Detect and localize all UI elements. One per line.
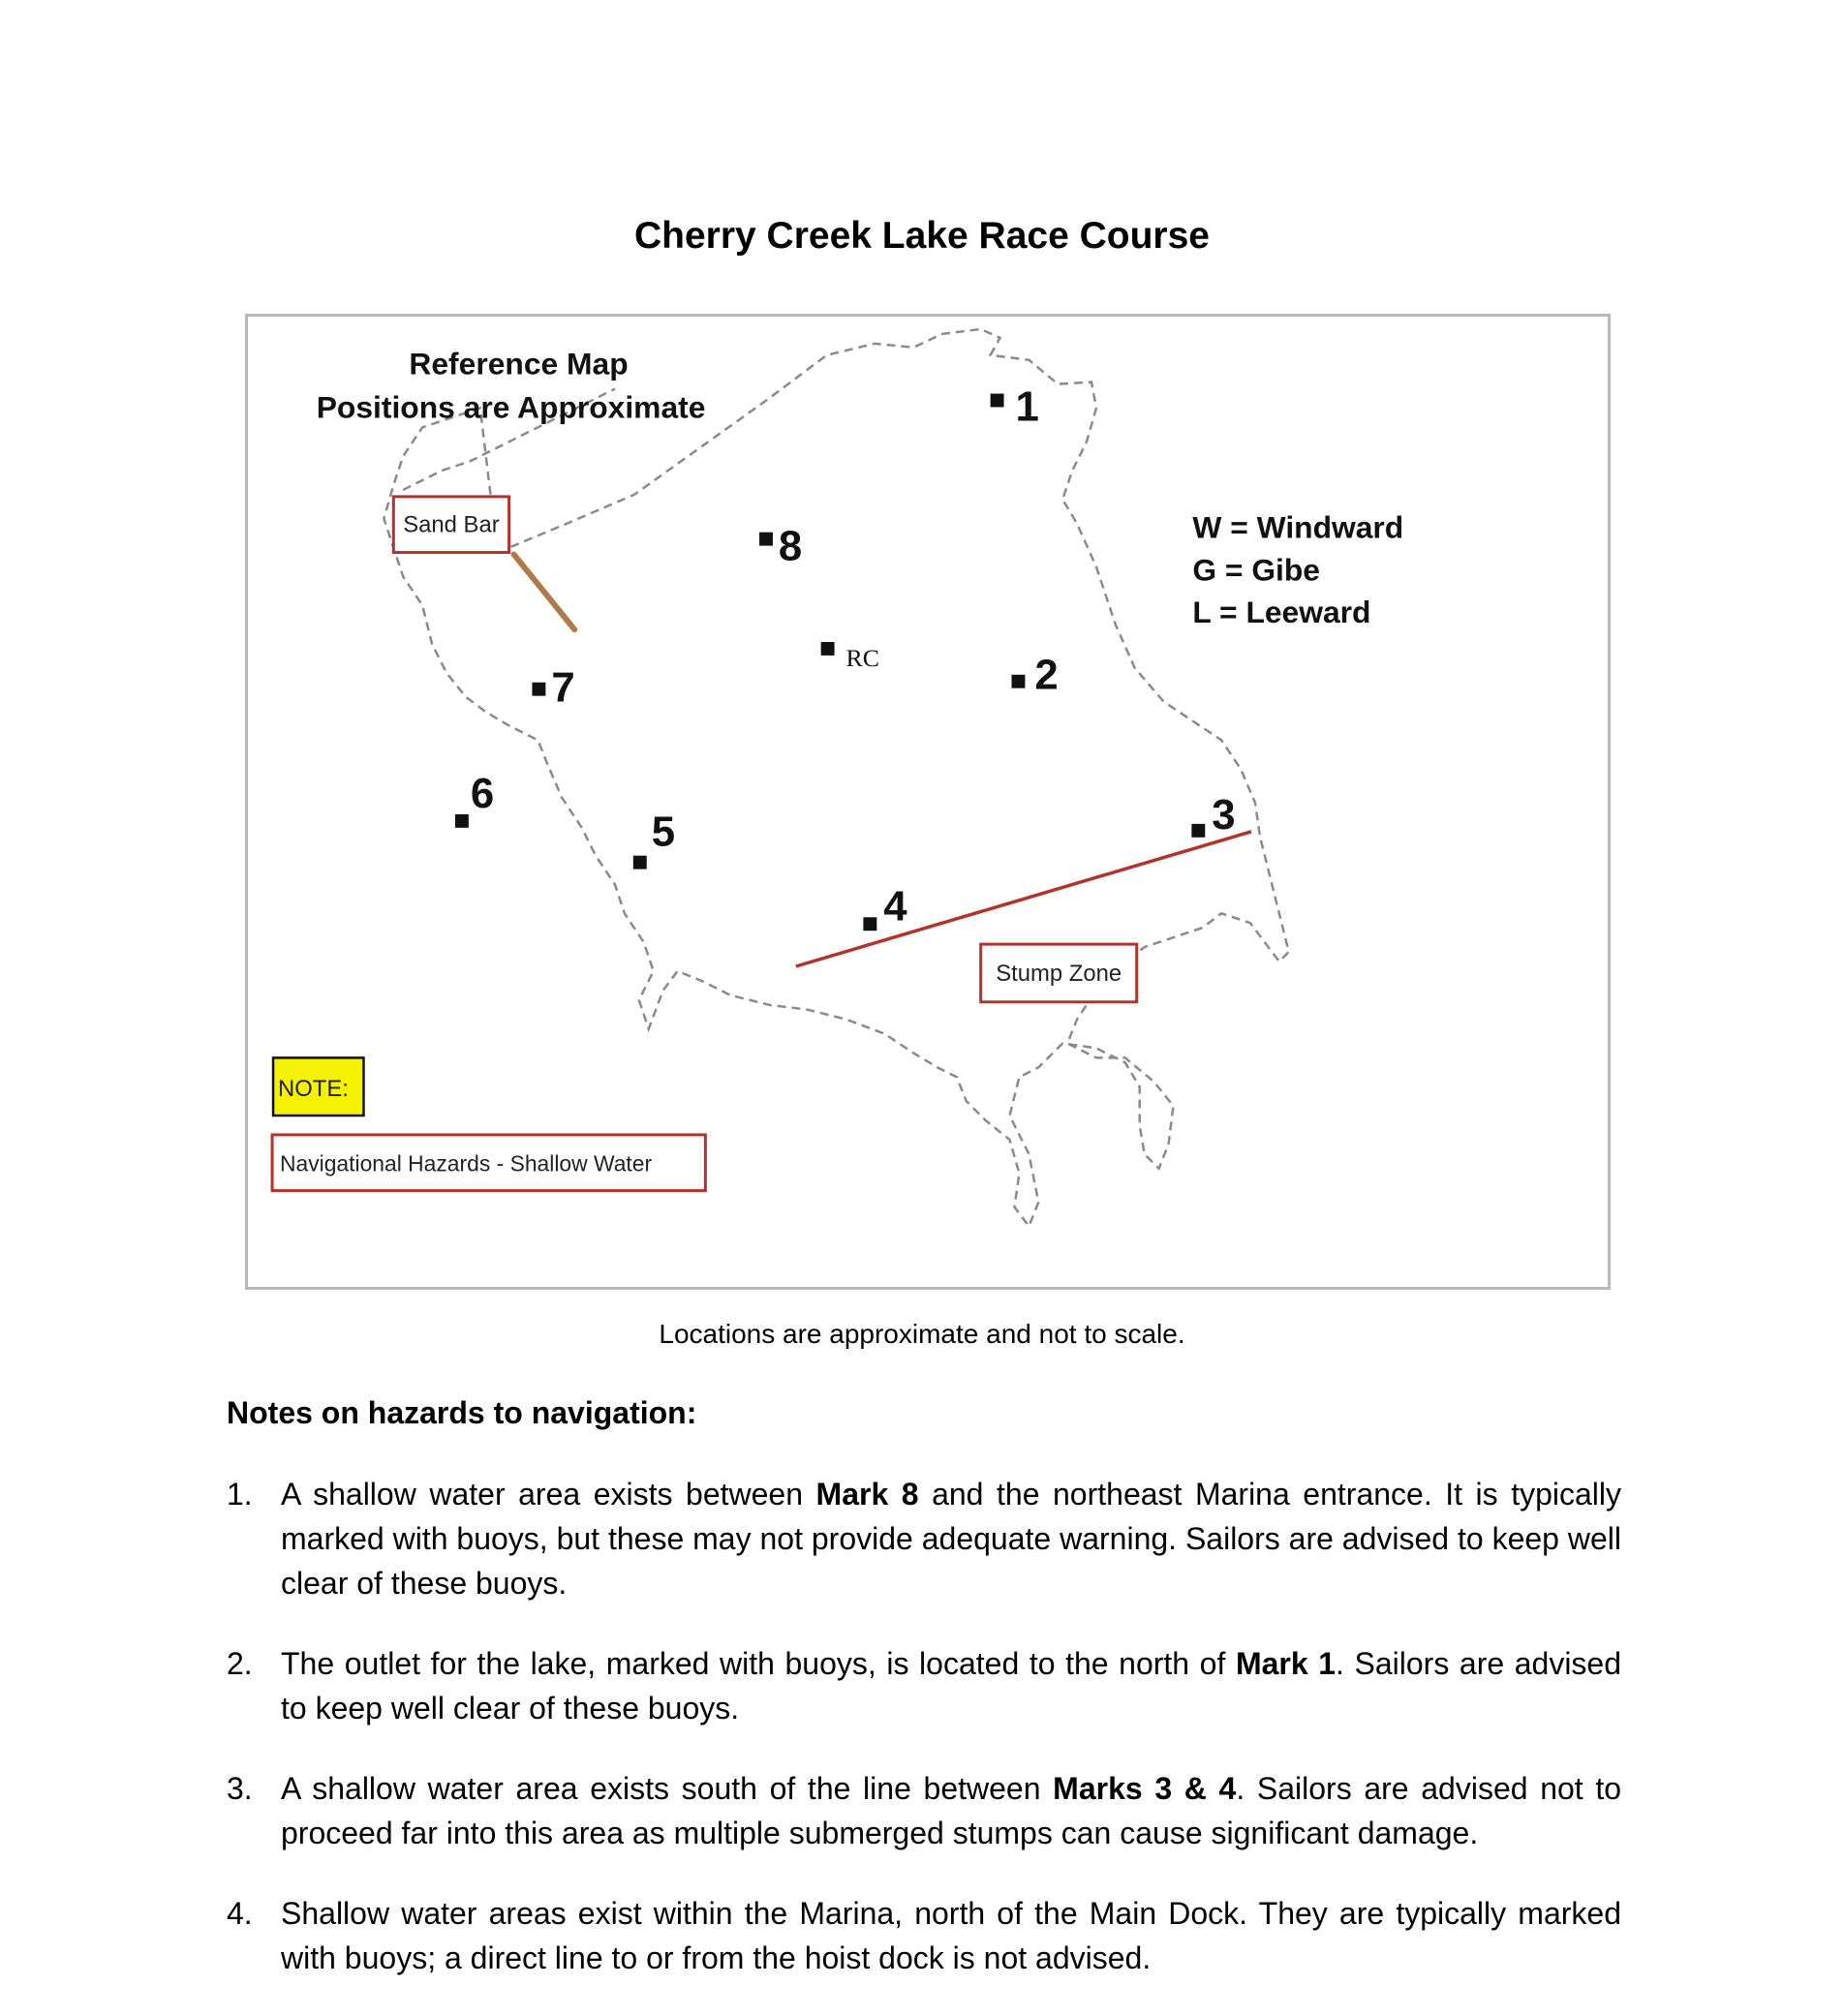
svg-text:RC: RC <box>845 643 879 672</box>
lake-shoreline <box>384 329 1288 1226</box>
note-number: 1. <box>227 1477 253 1512</box>
mark-3 <box>1191 791 1235 839</box>
reference-map-heading: Reference Map <box>409 346 629 382</box>
mark-7 <box>532 664 574 712</box>
svg-text:1: 1 <box>1015 382 1039 431</box>
svg-text:7: 7 <box>551 663 575 712</box>
svg-text:5: 5 <box>651 808 676 856</box>
svg-text:3: 3 <box>1212 790 1236 839</box>
note-item: 4. Shallow water areas exist within the Marina, north of the Main Dock. They are typically marked with buoys; a direct line to or from the hoist dock is not advised. <box>227 1891 1621 1980</box>
note-item: 3. A shallow water area exists south of the line between Marks 3 & 4. Sailors are advised not to proceed far into this area as multiple submerged stumps can cause significant damage. <box>227 1766 1621 1855</box>
stump-zone-label: Stump Zone <box>996 960 1122 987</box>
sand-bar-label: Sand Bar <box>403 511 500 538</box>
note-number: 3. <box>227 1771 253 1806</box>
mark-8 <box>759 522 802 569</box>
legend-windward: W = Windward <box>1192 509 1404 545</box>
notes-list <box>227 1472 1621 2016</box>
reference-map-subheading: Positions are Approximate <box>316 389 706 425</box>
legend-gibe: G = Gibe <box>1192 552 1321 588</box>
mark-6 <box>455 770 494 828</box>
mark-1 <box>991 382 1039 430</box>
map-caption: Locations are approximate and not to scale. <box>659 1319 1185 1349</box>
mark-2 <box>1011 652 1058 699</box>
note-item: 2. The outlet for the lake, marked with buoys, is located to the north of Mark 1. Sailors are advised to keep well clear of these buoys. <box>227 1641 1621 1730</box>
svg-text:6: 6 <box>470 769 495 817</box>
committee-boat-mark <box>821 642 879 672</box>
hazard-key-label: Navigational Hazards - Shallow Water <box>280 1150 653 1176</box>
notes-heading: Notes on hazards to navigation: <box>227 1395 697 1430</box>
legend-leeward: L = Leeward <box>1192 595 1371 630</box>
reference-map <box>245 314 1611 1290</box>
lake-map <box>248 317 1608 1287</box>
svg-text:4: 4 <box>883 882 907 931</box>
svg-text:8: 8 <box>778 522 803 570</box>
note-number: 2. <box>227 1646 253 1681</box>
note-label: NOTE: <box>278 1076 349 1103</box>
note-number: 4. <box>227 1896 253 1931</box>
sand-bar-line <box>514 555 575 630</box>
mark-5 <box>633 809 675 870</box>
page-title: Cherry Creek Lake Race Course <box>634 215 1210 257</box>
svg-text:2: 2 <box>1034 651 1059 699</box>
note-item: 1. A shallow water area exists between Mark 8 and the northeast Marina entrance. It is typically marked with buoys, but these may not provide adequate warning. Sailors are advised to keep well clear of these buoys. <box>227 1472 1621 1605</box>
mark-4 <box>863 882 907 931</box>
